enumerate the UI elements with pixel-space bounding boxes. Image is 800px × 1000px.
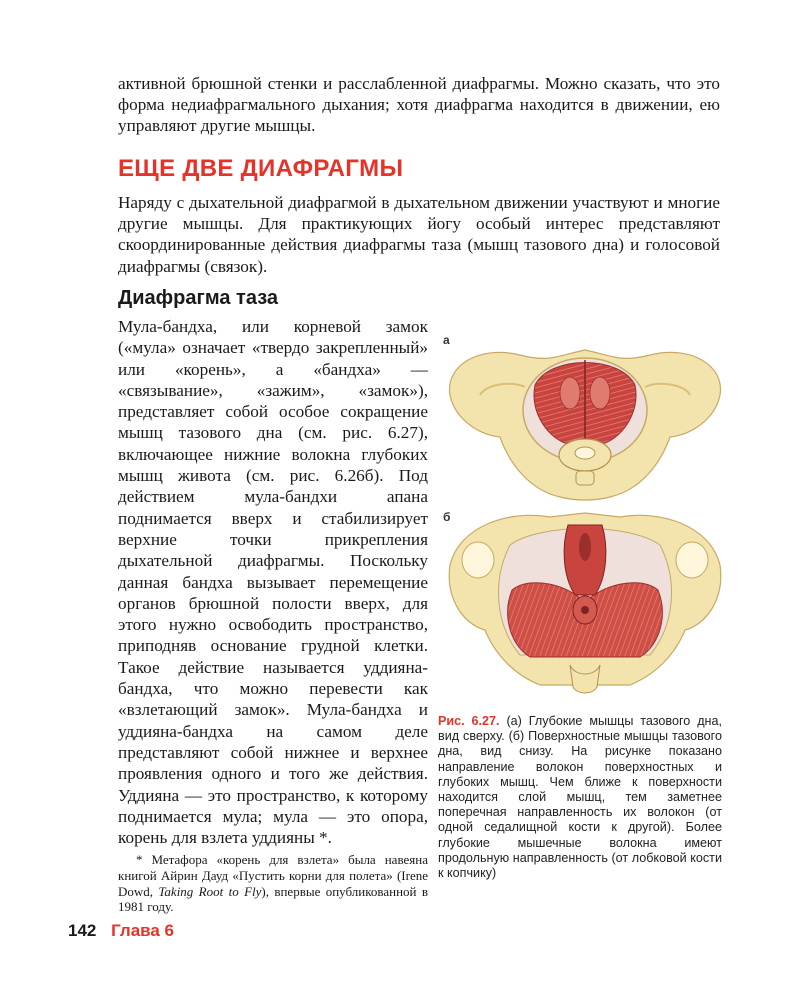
section-heading: ЕЩЕ ДВЕ ДИАФРАГМЫ bbox=[118, 155, 404, 182]
chapter-label: Глава 6 bbox=[111, 921, 175, 940]
pelvis-illustration-b bbox=[440, 505, 730, 705]
footnote-before: * Метафора «корень для взлета» была навеяна книгой Айрин Дауд «Пустить корни для полета» (Irene Dowd, bbox=[118, 852, 428, 899]
body-text-column: Мула-бандха, или корневой замок («мула» означает «твердо закрепленный» или «корень», а «бандха» — «связывание», «зажим», «замок»), представляет собой особое сокращение мышц тазового дна (см. рис. 6.27), включающее нижние волокна глубоких мышц живота (см. рис. 6.26б). Под действием мула-бандхи апана поднимается вверх и стабилизирует верхние точки прикрепления дыхательной диафрагмы. Поскольку данная бандха вызывает перемещение органов брюшной полости вверх, для этого нужно освободить пространство, приподняв основание грудной клетки. Такое действие называется уддияна-бандха, что можно перевести как «взлетающий замок». Мула-бандха и уддияна-бандха на самом деле представляют собой нижнее и верхнее проявления одного и того же действия. Уддияна — это пространство, к которому поднимается мула; мула — это опора, корень для взлета уддияны *. bbox=[118, 317, 428, 848]
intro-continuation-paragraph: активной брюшной стенки и расслабленной диафрагмы. Можно сказать, что это форма недиафрагмального дыхания; хотя диафрагма находится в движении, ею управляют другие мышцы. bbox=[118, 74, 720, 136]
figure-caption bbox=[438, 714, 722, 881]
pelvis-illustration-a bbox=[440, 325, 730, 505]
figure-number: Рис. 6.27. bbox=[438, 714, 500, 728]
footnote bbox=[118, 852, 428, 915]
figure-panel-a-label: а bbox=[443, 333, 450, 347]
figure-caption-text: (а) Глубокие мышцы тазового дна, вид сверху. (б) Поверхностные мышцы тазового дна, вид снизу. На рисунке показано направление волокон поверхностных и глубоких мышц. Чем ближе к поверхности находится слой мышц, тем заметнее поперечная направленность их волокон (от одной седалищной кости к другой). Более глубокие мышечные волокна имеют продольную направленность (от лобковой кости к копчику) bbox=[438, 714, 723, 881]
footnote-after: ), впервые опубликованной в 1981 году. bbox=[118, 883, 428, 915]
section-intro-paragraph: Наряду с дыхательной диафрагмой в дыхательном движении участвуют и многие другие мышцы. Для практикующих йогу особый интерес представляют скоординированные действия диафрагмы таза (мышц тазового дна) и голосовой диафрагмы (связок). bbox=[118, 193, 720, 276]
figure-panel-b-label: б bbox=[443, 510, 451, 524]
subheading: Диафрагма таза bbox=[118, 287, 279, 309]
footnote-book-title: Taking Root to Fly bbox=[158, 883, 262, 899]
page-number: 142 bbox=[68, 921, 97, 940]
page-footer bbox=[68, 921, 174, 941]
